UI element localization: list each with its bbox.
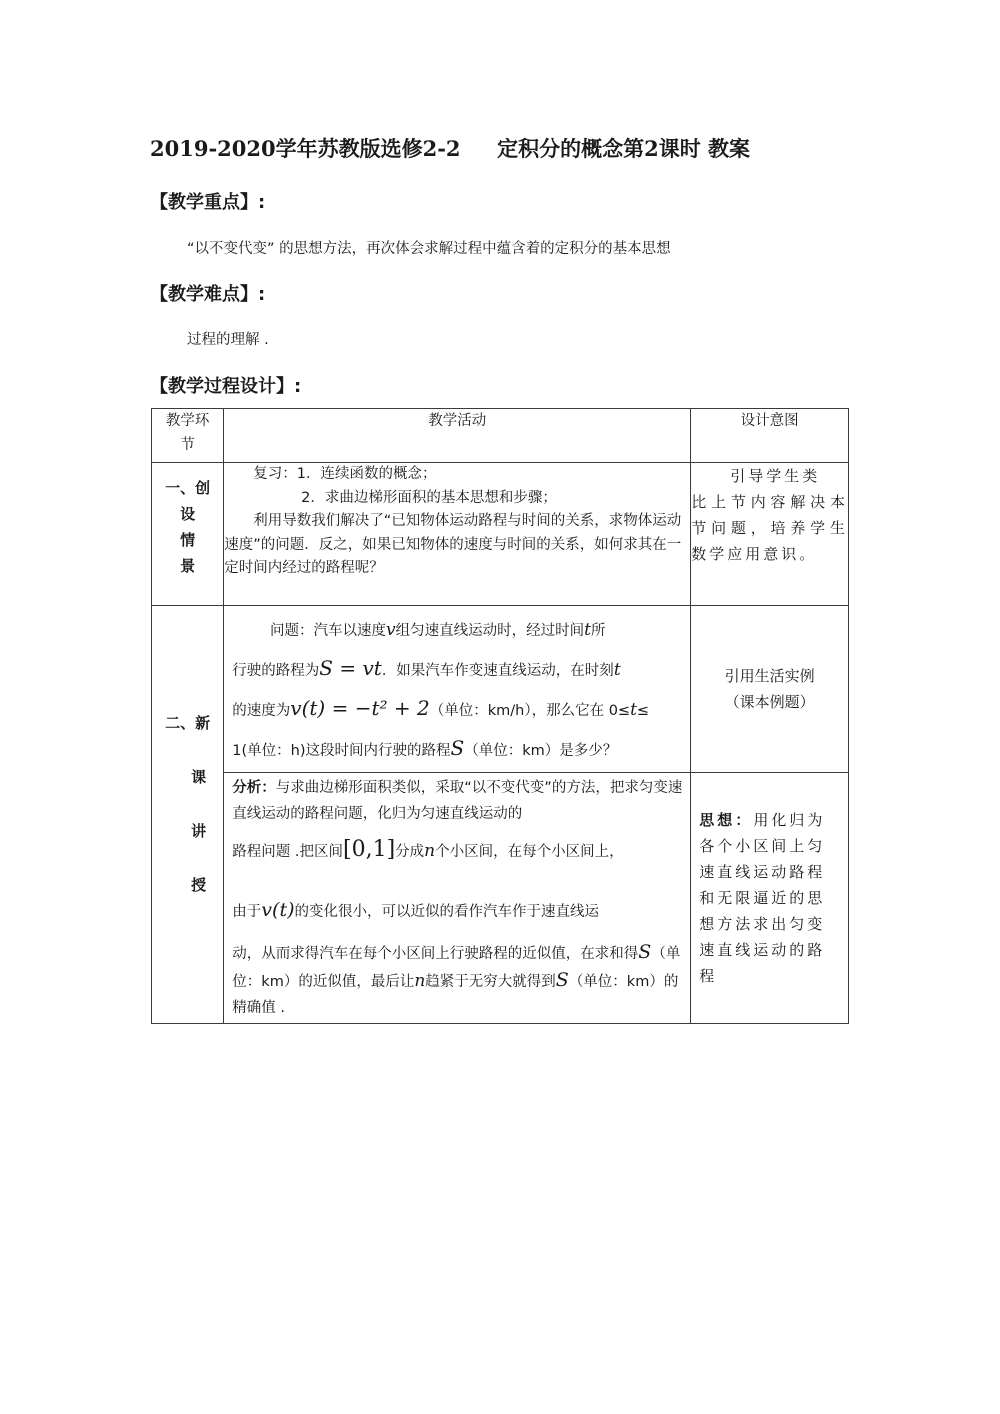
text: （单位：km）的精确值 . bbox=[232, 974, 679, 1016]
header-activity: 教学活动 bbox=[224, 409, 691, 463]
stage-text: 授 bbox=[191, 876, 207, 894]
math-t: t bbox=[630, 700, 637, 720]
text: 1(单位：h)这段时间内行驶的路程 bbox=[232, 743, 451, 759]
intent-text: 比上节内容解决本节问题，培养学生数学应用意识。 bbox=[691, 493, 848, 563]
table-row bbox=[152, 773, 849, 1024]
text: 的变化很小，可以近似的看作汽车作于速直线运 bbox=[294, 904, 599, 920]
math-n: n bbox=[424, 841, 436, 861]
header-stage-line1: 教学环 bbox=[165, 413, 210, 429]
activity-cell-analysis bbox=[224, 773, 691, 1024]
text: （单位：km/h），那么它在 0≤ bbox=[429, 703, 631, 719]
header-stage bbox=[152, 409, 224, 463]
text: 个小区间，在每个小区间上， bbox=[435, 844, 624, 860]
table-header-row bbox=[152, 409, 849, 463]
intent-text: 引用生活实例 bbox=[724, 667, 815, 685]
math-S: S bbox=[555, 969, 569, 991]
header-stage-line2: 节 bbox=[180, 437, 195, 453]
section-body-key-points: “以不变代变” 的思想方法，再次体会求解过程中蕴含着的定积分的基本思想 bbox=[187, 241, 671, 257]
text: 趋紧于无穷大就得到 bbox=[425, 974, 556, 990]
intent-text: 引导学生类 bbox=[730, 467, 821, 485]
math-S: S bbox=[638, 941, 652, 963]
text: ．如果汽车作变速直线运动，在时刻 bbox=[381, 663, 614, 679]
intent-cell-3 bbox=[691, 773, 849, 1024]
text: 的速度为 bbox=[232, 703, 291, 719]
section-body-difficulties: 过程的理解 . bbox=[187, 332, 269, 348]
lesson-plan-table bbox=[151, 408, 849, 1024]
stage-text: 设 bbox=[180, 505, 196, 523]
header-intent: 设计意图 bbox=[691, 409, 849, 463]
math-t: t bbox=[584, 620, 591, 640]
section-heading-process-design: 【教学过程设计】: bbox=[150, 376, 302, 397]
math-n: n bbox=[414, 971, 426, 991]
section-heading-difficulties: 【教学难点】: bbox=[150, 284, 266, 305]
stage-text: 景 bbox=[180, 557, 196, 575]
stage-cell-1 bbox=[152, 463, 224, 606]
text: 与求曲边梯形面积类似，采取“以不变代变”的方法，把求匀变速直线运动的路程问题，化归为匀速直线运动的 bbox=[232, 780, 683, 822]
thought-label: 思想： bbox=[699, 811, 754, 829]
section-heading-key-points: 【教学重点】: bbox=[150, 192, 266, 213]
text: 路程问题 .把区间 bbox=[232, 844, 344, 860]
intent-text: （课本例题） bbox=[724, 693, 815, 711]
stage-text: 讲 bbox=[191, 822, 207, 840]
math-formula-velocity: v(t) = −t² + 2 bbox=[290, 696, 430, 720]
intent-text: 用化归为各个小区间上匀速直线运动路程和无限逼近的思想方法求出匀变速直线运动的路程 bbox=[699, 811, 826, 985]
stage-cell-2 bbox=[152, 606, 224, 1024]
table-row bbox=[152, 606, 849, 773]
text: （单位：km）的近似值，最后让 bbox=[232, 946, 681, 990]
text: 所 bbox=[590, 623, 606, 639]
text: 由于 bbox=[232, 904, 262, 920]
math-vt: v(t) bbox=[261, 899, 295, 921]
text: （单位：km）是多少？ bbox=[464, 743, 618, 759]
activity-cell-problem bbox=[224, 606, 691, 773]
table-row bbox=[152, 463, 849, 606]
text: 组匀速直线运动时，经过时间 bbox=[395, 623, 585, 639]
intent-cell-2 bbox=[691, 606, 849, 773]
text: 分成 bbox=[395, 844, 425, 860]
math-formula-s-vt: S = vt bbox=[319, 656, 382, 680]
math-t: t bbox=[613, 660, 621, 680]
math-interval: [0,1] bbox=[343, 837, 396, 862]
analysis-label: 分析： bbox=[232, 780, 276, 796]
math-v: v bbox=[385, 620, 396, 640]
review-item-1: 复习：1．连续函数的概念； bbox=[253, 466, 437, 482]
activity-cell-1 bbox=[224, 463, 691, 606]
text: 问题：汽车以速度 bbox=[269, 623, 386, 639]
stage-text: 情 bbox=[180, 531, 196, 549]
stage-text: 一、创 bbox=[165, 479, 211, 497]
text: 动，从而求得汽车在每个小区间上行驶路程的近似值，在求和得 bbox=[232, 946, 639, 962]
text: 行驶的路程为 bbox=[232, 663, 320, 679]
math-S: S bbox=[450, 736, 465, 760]
intent-cell-1 bbox=[691, 463, 849, 606]
stage-text: 课 bbox=[191, 768, 207, 786]
document-title: 2019-2020学年苏教版选修2-2 定积分的概念第2课时 教案 bbox=[150, 136, 751, 161]
review-item-2: 2．求曲边梯形面积的基本思想和步骤； bbox=[301, 489, 557, 506]
stage-text: 二、新 bbox=[165, 714, 211, 732]
activity-paragraph: 利用导数我们解决了“已知物体运动路程与时间的关系，求物体运动速度”的问题．反之，如果已知物体的速度与时间的关系，如何求其在一定时间内经过的路程呢？ bbox=[224, 513, 682, 576]
text: ≤ bbox=[636, 703, 650, 719]
